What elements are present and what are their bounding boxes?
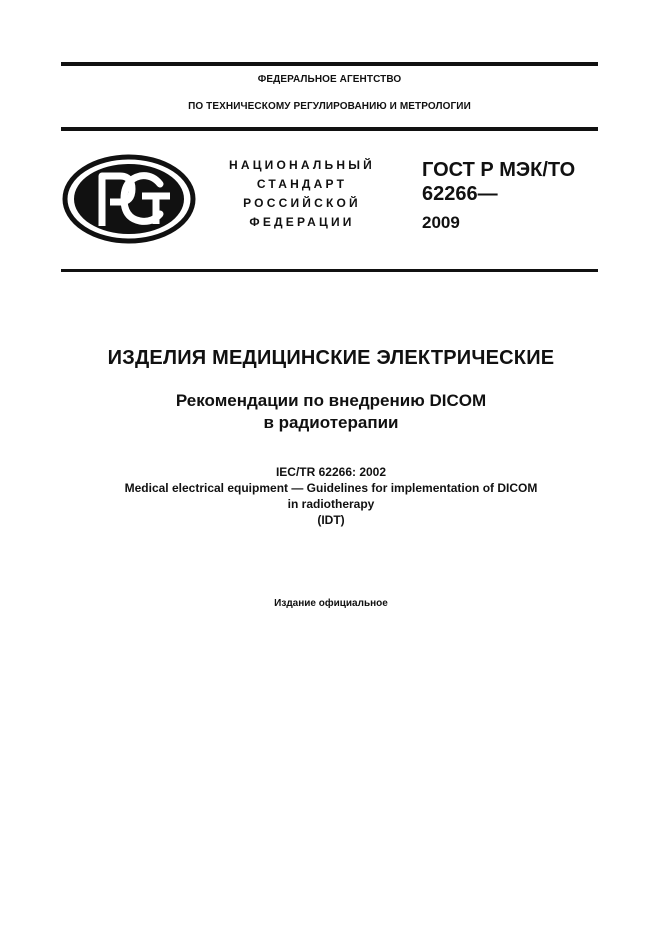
header-rule xyxy=(61,127,598,131)
subtitle-line-2: в радиотерапии xyxy=(263,413,399,432)
agency-line-2: ПО ТЕХНИЧЕСКОМУ РЕГУЛИРОВАНИЮ И МЕТРОЛОГИИ xyxy=(188,101,471,112)
iec-line-1: IEC/TR 62266: 2002 xyxy=(275,465,387,479)
iec-line-4: (IDT) xyxy=(317,513,345,527)
rst-logo-icon xyxy=(62,154,196,244)
iec-reference xyxy=(0,464,662,528)
top-rule xyxy=(61,62,598,66)
section-rule xyxy=(61,269,598,272)
edition-label: Издание официальное xyxy=(274,598,388,609)
national-standard-label xyxy=(214,156,390,232)
national-line-4: ФЕДЕРАЦИИ xyxy=(249,215,355,229)
gost-year: 2009 xyxy=(422,213,460,232)
iec-line-2: Medical electrical equipment — Guidelines for implementation of DICOM xyxy=(124,481,538,495)
national-line-2: СТАНДАРТ xyxy=(256,177,348,191)
iec-line-3: in radiotherapy xyxy=(287,497,375,511)
document-subtitle xyxy=(0,390,662,434)
document-title: ИЗДЕЛИЯ МЕДИЦИНСКИЕ ЭЛЕКТРИЧЕСКИЕ xyxy=(107,347,555,369)
national-line-1: НАЦИОНАЛЬНЫЙ xyxy=(228,158,376,172)
subtitle-line-1: Рекомендации по внедрению DICOM xyxy=(175,391,487,410)
gost-line-2: 62266— xyxy=(422,183,498,205)
gost-designation xyxy=(422,158,575,206)
agency-line-1: ФЕДЕРАЛЬНОЕ АГЕНТСТВО xyxy=(257,74,402,85)
national-line-3: РОССИЙСКОЙ xyxy=(243,196,361,210)
gost-line-1: ГОСТ Р МЭК/ТО xyxy=(422,159,576,181)
